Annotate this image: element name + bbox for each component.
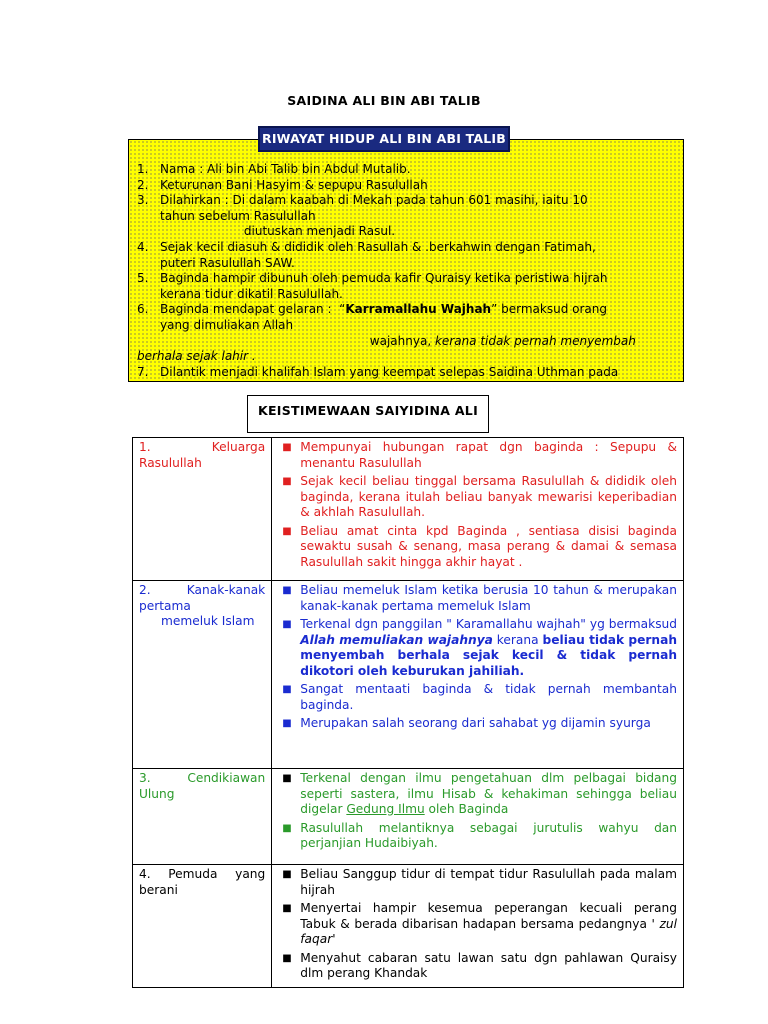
- description-cell: [272, 769, 684, 865]
- bio-line: berhala sejak lahir .: [137, 349, 256, 364]
- bio-line: wajahnya, kerana tidak pernah menyembah: [160, 333, 636, 348]
- list-item: ■ Terkenal dengan ilmu pengetahuan dlm pelbagai bidang seperti sastera, ilmu Hisab & kehakiman sehingga beliau digelar Gedung Ilmu oleh Baginda: [282, 771, 677, 816]
- bio-line: puteri Rasulullah SAW.: [160, 255, 295, 270]
- biography-header: RIWAYAT HIDUP ALI BIN ABI TALIB: [258, 126, 510, 152]
- bio-line: 4. Sejak kecil diasuh & dididik oleh Rasullah & .berkahwin dengan Fatimah,: [137, 239, 596, 254]
- list-item: ■ Terkenal dgn panggilan " Karamallahu wajhah" yg bermaksud Allah memuliakan wajahnya kerana beliau tidak pernah menyembah berhala sejak kecil & tidak pernah dikotori oleh keburukan jahiliah.: [282, 617, 678, 678]
- list-item: ■ Beliau amat cinta kpd Baginda , sentiasa disisi baginda sewaktu susah & senang, masa perang & damai & semasa Rasulullah sakit hingga akhir hayat .: [282, 523, 677, 569]
- list-item: ■ Menyertai hampir kesemua peperangan kecuali perang Tabuk & berada dibarisan hadapan bersama pedangnya ' zul faqar': [282, 901, 677, 946]
- list-item: ■ Sangat mentaati baginda & tidak pernah membantah baginda.: [282, 682, 677, 712]
- list-item: ■ Sejak kecil beliau tinggal bersama Rasulullah & dididik oleh baginda, kerana itulah beliau banyak mewarisi keperibadian & akhlah Rasulullah.: [282, 474, 677, 519]
- bio-line: 6. Baginda mendapat gelaran : “Karramallahu Wajhah” bermaksud orang: [137, 302, 607, 317]
- description-cell: [272, 438, 684, 581]
- category-cell: 4. Pemuda yang berani: [133, 865, 272, 988]
- list-item: ■ Rasulullah melantiknya sebagai jurutulis wahyu dan perjanjian Hudaibiyah.: [282, 820, 677, 850]
- table-row: [133, 865, 684, 988]
- biography-list: [137, 162, 673, 380]
- category-cell: 1. Keluarga Rasulullah: [133, 438, 272, 581]
- list-item: ■ Beliau Sanggup tidur di tempat tidur Rasulullah pada malam hijrah: [282, 867, 677, 897]
- bio-line: tahun sebelum Rasulullah: [160, 208, 316, 223]
- table-row: [133, 438, 684, 581]
- bio-line: 5. Baginda hampir dibunuh oleh pemuda kafir Quraisy ketika peristiwa hijrah: [137, 271, 608, 286]
- list-item: ■ Beliau memeluk Islam ketika berusia 10 tahun & merupakan kanak-kanak pertama memeluk Islam: [282, 583, 677, 613]
- bio-line: diutuskan menjadi Rasul.: [160, 224, 396, 239]
- table-row: [133, 769, 684, 865]
- section-header: KEISTIMEWAAN SAIYIDINA ALI: [247, 395, 489, 433]
- bio-line: 1. Nama : Ali bin Abi Talib bin Abdul Mutalib.: [137, 162, 411, 176]
- bio-line: yang dimuliakan Allah: [160, 317, 294, 332]
- features-table: [132, 437, 684, 988]
- bio-line: 7. Dilantik menjadi khalifah Islam yang keempat selepas Saidina Uthman pada: [137, 364, 619, 379]
- page-title: SAIDINA ALI BIN ABI TALIB: [287, 93, 481, 108]
- list-item: ■ Mempunyai hubungan rapat dgn baginda : Sepupu & menantu Rasulullah: [282, 440, 677, 470]
- description-cell: [272, 581, 684, 769]
- category-cell: 3. Cendikiawan Ulung: [133, 769, 272, 865]
- list-item: ■ Merupakan salah seorang dari sahabat yg dijamin syurga: [282, 716, 651, 730]
- bio-line: 3. Dilahirkan : Di dalam kaabah di Mekah pada tahun 601 masihi, iaitu 10: [137, 193, 588, 208]
- description-cell: [272, 865, 684, 988]
- table-row: [133, 581, 684, 769]
- list-item: ■ Menyahut cabaran satu lawan satu dgn pahlawan Quraisy dlm perang Khandak: [282, 950, 677, 980]
- biography-box: [128, 139, 684, 382]
- category-cell: 2. Kanak-kanak pertama memeluk Islam: [133, 581, 272, 769]
- bio-line: kerana tidur dikatil Rasulullah.: [160, 286, 343, 301]
- bio-line: 2. Keturunan Bani Hasyim & sepupu Rasulullah: [137, 177, 428, 192]
